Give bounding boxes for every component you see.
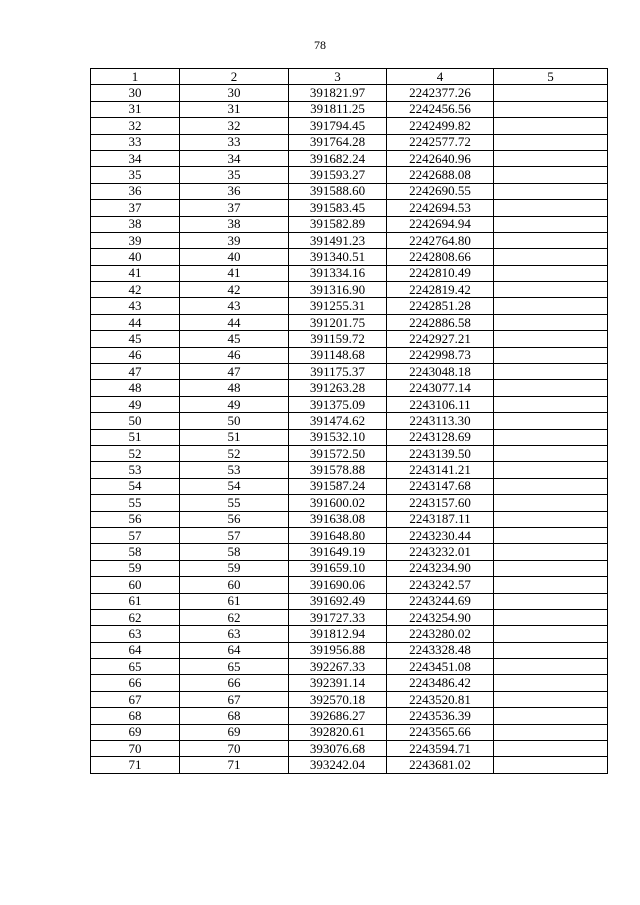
- y-coordinate-cell: 2243520.81: [387, 691, 494, 707]
- x-coordinate-cell: 392686.27: [289, 708, 387, 724]
- y-coordinate-cell: 2243565.66: [387, 724, 494, 740]
- note-cell: [494, 462, 608, 478]
- x-coordinate-cell: 391692.49: [289, 593, 387, 609]
- point-id-cell: 61: [180, 593, 289, 609]
- point-id-cell: 51: [180, 429, 289, 445]
- table-row: [91, 216, 608, 232]
- table-header: [91, 69, 608, 85]
- y-coordinate-cell: 2242690.55: [387, 183, 494, 199]
- point-number-cell: 52: [91, 445, 180, 461]
- note-cell: [494, 216, 608, 232]
- note-cell: [494, 478, 608, 494]
- note-cell: [494, 396, 608, 412]
- point-id-cell: 49: [180, 396, 289, 412]
- point-number-cell: 41: [91, 265, 180, 281]
- point-id-cell: 52: [180, 445, 289, 461]
- note-cell: [494, 167, 608, 183]
- note-cell: [494, 249, 608, 265]
- point-number-cell: 54: [91, 478, 180, 494]
- point-id-cell: 45: [180, 331, 289, 347]
- x-coordinate-cell: 391334.16: [289, 265, 387, 281]
- y-coordinate-cell: 2243536.39: [387, 708, 494, 724]
- x-coordinate-cell: 391532.10: [289, 429, 387, 445]
- table-row: [91, 659, 608, 675]
- y-coordinate-cell: 2243077.14: [387, 380, 494, 396]
- table-row: [91, 347, 608, 363]
- note-cell: [494, 626, 608, 642]
- x-coordinate-cell: 392820.61: [289, 724, 387, 740]
- x-coordinate-cell: 392267.33: [289, 659, 387, 675]
- point-number-cell: 69: [91, 724, 180, 740]
- y-coordinate-cell: 2243328.48: [387, 642, 494, 658]
- point-id-cell: 35: [180, 167, 289, 183]
- point-number-cell: 43: [91, 298, 180, 314]
- x-coordinate-cell: 391583.45: [289, 200, 387, 216]
- x-coordinate-cell: 393242.04: [289, 757, 387, 773]
- x-coordinate-cell: 391491.23: [289, 232, 387, 248]
- y-coordinate-cell: 2243594.71: [387, 741, 494, 757]
- x-coordinate-cell: 391811.25: [289, 101, 387, 117]
- y-coordinate-cell: 2243048.18: [387, 364, 494, 380]
- x-coordinate-cell: 391588.60: [289, 183, 387, 199]
- table-row: [91, 757, 608, 773]
- point-number-cell: 49: [91, 396, 180, 412]
- point-number-cell: 65: [91, 659, 180, 675]
- x-coordinate-cell: 391175.37: [289, 364, 387, 380]
- y-coordinate-cell: 2242851.28: [387, 298, 494, 314]
- x-coordinate-cell: 391578.88: [289, 462, 387, 478]
- y-coordinate-cell: 2242927.21: [387, 331, 494, 347]
- table-row: [91, 626, 608, 642]
- x-coordinate-cell: 391794.45: [289, 118, 387, 134]
- note-cell: [494, 118, 608, 134]
- y-coordinate-cell: 2242694.53: [387, 200, 494, 216]
- note-cell: [494, 691, 608, 707]
- y-coordinate-cell: 2243681.02: [387, 757, 494, 773]
- y-coordinate-cell: 2243113.30: [387, 413, 494, 429]
- point-number-cell: 61: [91, 593, 180, 609]
- point-id-cell: 56: [180, 511, 289, 527]
- point-id-cell: 40: [180, 249, 289, 265]
- point-id-cell: 59: [180, 560, 289, 576]
- point-number-cell: 66: [91, 675, 180, 691]
- table-row: [91, 527, 608, 543]
- y-coordinate-cell: 2242377.26: [387, 85, 494, 101]
- note-cell: [494, 314, 608, 330]
- note-cell: [494, 134, 608, 150]
- note-cell: [494, 511, 608, 527]
- y-coordinate-cell: 2242764.80: [387, 232, 494, 248]
- note-cell: [494, 445, 608, 461]
- table-row: [91, 741, 608, 757]
- note-cell: [494, 101, 608, 117]
- note-cell: [494, 429, 608, 445]
- point-number-cell: 44: [91, 314, 180, 330]
- y-coordinate-cell: 2242456.56: [387, 101, 494, 117]
- table-row: [91, 511, 608, 527]
- note-cell: [494, 183, 608, 199]
- table-row: [91, 429, 608, 445]
- table-header-row: [91, 69, 608, 85]
- point-id-cell: 30: [180, 85, 289, 101]
- x-coordinate-cell: 391648.80: [289, 527, 387, 543]
- point-id-cell: 62: [180, 609, 289, 625]
- y-coordinate-cell: 2243187.11: [387, 511, 494, 527]
- point-id-cell: 50: [180, 413, 289, 429]
- table-row: [91, 675, 608, 691]
- x-coordinate-cell: 391474.62: [289, 413, 387, 429]
- table-row: [91, 282, 608, 298]
- point-number-cell: 33: [91, 134, 180, 150]
- note-cell: [494, 757, 608, 773]
- point-id-cell: 57: [180, 527, 289, 543]
- point-id-cell: 41: [180, 265, 289, 281]
- table-row: [91, 167, 608, 183]
- table-row: [91, 708, 608, 724]
- x-coordinate-cell: 391340.51: [289, 249, 387, 265]
- note-cell: [494, 724, 608, 740]
- point-id-cell: 38: [180, 216, 289, 232]
- x-coordinate-cell: 393076.68: [289, 741, 387, 757]
- note-cell: [494, 560, 608, 576]
- point-number-cell: 39: [91, 232, 180, 248]
- point-number-cell: 30: [91, 85, 180, 101]
- point-number-cell: 71: [91, 757, 180, 773]
- column-header-5: 5: [494, 69, 608, 85]
- point-id-cell: 65: [180, 659, 289, 675]
- table-row: [91, 560, 608, 576]
- note-cell: [494, 527, 608, 543]
- y-coordinate-cell: 2242819.42: [387, 282, 494, 298]
- point-number-cell: 60: [91, 577, 180, 593]
- x-coordinate-cell: 391201.75: [289, 314, 387, 330]
- x-coordinate-cell: 391690.06: [289, 577, 387, 593]
- table-row: [91, 134, 608, 150]
- point-number-cell: 32: [91, 118, 180, 134]
- x-coordinate-cell: 391682.24: [289, 150, 387, 166]
- x-coordinate-cell: 391821.97: [289, 85, 387, 101]
- table-row: [91, 724, 608, 740]
- table-row: [91, 298, 608, 314]
- point-number-cell: 64: [91, 642, 180, 658]
- y-coordinate-cell: 2243141.21: [387, 462, 494, 478]
- note-cell: [494, 495, 608, 511]
- point-number-cell: 45: [91, 331, 180, 347]
- x-coordinate-cell: 391159.72: [289, 331, 387, 347]
- y-coordinate-cell: 2243106.11: [387, 396, 494, 412]
- y-coordinate-cell: 2243230.44: [387, 527, 494, 543]
- column-header-2: 2: [180, 69, 289, 85]
- point-number-cell: 55: [91, 495, 180, 511]
- x-coordinate-cell: 391649.19: [289, 544, 387, 560]
- point-number-cell: 47: [91, 364, 180, 380]
- y-coordinate-cell: 2243451.08: [387, 659, 494, 675]
- note-cell: [494, 85, 608, 101]
- point-number-cell: 46: [91, 347, 180, 363]
- page-number: 78: [314, 38, 326, 52]
- note-cell: [494, 331, 608, 347]
- x-coordinate-cell: 391659.10: [289, 560, 387, 576]
- point-id-cell: 64: [180, 642, 289, 658]
- point-id-cell: 68: [180, 708, 289, 724]
- y-coordinate-cell: 2242640.96: [387, 150, 494, 166]
- y-coordinate-cell: 2242688.08: [387, 167, 494, 183]
- point-id-cell: 36: [180, 183, 289, 199]
- y-coordinate-cell: 2242694.94: [387, 216, 494, 232]
- table-row: [91, 478, 608, 494]
- x-coordinate-cell: 391572.50: [289, 445, 387, 461]
- point-id-cell: 42: [180, 282, 289, 298]
- point-id-cell: 43: [180, 298, 289, 314]
- table-row: [91, 642, 608, 658]
- table-row: [91, 183, 608, 199]
- note-cell: [494, 282, 608, 298]
- point-number-cell: 57: [91, 527, 180, 543]
- table-row: [91, 462, 608, 478]
- x-coordinate-cell: 391727.33: [289, 609, 387, 625]
- point-id-cell: 63: [180, 626, 289, 642]
- note-cell: [494, 347, 608, 363]
- y-coordinate-cell: 2243254.90: [387, 609, 494, 625]
- point-number-cell: 68: [91, 708, 180, 724]
- point-id-cell: 44: [180, 314, 289, 330]
- y-coordinate-cell: 2243128.69: [387, 429, 494, 445]
- note-cell: [494, 609, 608, 625]
- note-cell: [494, 593, 608, 609]
- y-coordinate-cell: 2243139.50: [387, 445, 494, 461]
- table-row: [91, 691, 608, 707]
- point-id-cell: 33: [180, 134, 289, 150]
- point-number-cell: 51: [91, 429, 180, 445]
- point-number-cell: 62: [91, 609, 180, 625]
- point-id-cell: 39: [180, 232, 289, 248]
- x-coordinate-cell: 391593.27: [289, 167, 387, 183]
- point-number-cell: 70: [91, 741, 180, 757]
- note-cell: [494, 741, 608, 757]
- table-row: [91, 364, 608, 380]
- table-row: [91, 593, 608, 609]
- table-row: [91, 331, 608, 347]
- table-row: [91, 232, 608, 248]
- x-coordinate-cell: 391600.02: [289, 495, 387, 511]
- y-coordinate-cell: 2242998.73: [387, 347, 494, 363]
- table-row: [91, 249, 608, 265]
- y-coordinate-cell: 2243486.42: [387, 675, 494, 691]
- point-id-cell: 34: [180, 150, 289, 166]
- x-coordinate-cell: 391375.09: [289, 396, 387, 412]
- y-coordinate-cell: 2243232.01: [387, 544, 494, 560]
- point-number-cell: 48: [91, 380, 180, 396]
- x-coordinate-cell: 391638.08: [289, 511, 387, 527]
- point-id-cell: 53: [180, 462, 289, 478]
- x-coordinate-cell: 392391.14: [289, 675, 387, 691]
- table-row: [91, 380, 608, 396]
- point-id-cell: 31: [180, 101, 289, 117]
- table-row: [91, 118, 608, 134]
- point-id-cell: 70: [180, 741, 289, 757]
- x-coordinate-cell: 391316.90: [289, 282, 387, 298]
- y-coordinate-cell: 2243242.57: [387, 577, 494, 593]
- x-coordinate-cell: 391148.68: [289, 347, 387, 363]
- y-coordinate-cell: 2242577.72: [387, 134, 494, 150]
- point-number-cell: 40: [91, 249, 180, 265]
- table-row: [91, 396, 608, 412]
- y-coordinate-cell: 2243157.60: [387, 495, 494, 511]
- point-number-cell: 38: [91, 216, 180, 232]
- note-cell: [494, 298, 608, 314]
- y-coordinate-cell: 2243280.02: [387, 626, 494, 642]
- note-cell: [494, 364, 608, 380]
- table-row: [91, 495, 608, 511]
- x-coordinate-cell: 391764.28: [289, 134, 387, 150]
- note-cell: [494, 413, 608, 429]
- column-header-1: 1: [91, 69, 180, 85]
- table-row: [91, 413, 608, 429]
- column-header-4: 4: [387, 69, 494, 85]
- y-coordinate-cell: 2243147.68: [387, 478, 494, 494]
- point-id-cell: 66: [180, 675, 289, 691]
- note-cell: [494, 265, 608, 281]
- y-coordinate-cell: 2242499.82: [387, 118, 494, 134]
- coordinates-table: [90, 68, 608, 774]
- point-number-cell: 31: [91, 101, 180, 117]
- point-number-cell: 34: [91, 150, 180, 166]
- point-number-cell: 36: [91, 183, 180, 199]
- point-id-cell: 55: [180, 495, 289, 511]
- x-coordinate-cell: 391587.24: [289, 478, 387, 494]
- x-coordinate-cell: 392570.18: [289, 691, 387, 707]
- table-row: [91, 609, 608, 625]
- point-id-cell: 58: [180, 544, 289, 560]
- note-cell: [494, 380, 608, 396]
- y-coordinate-cell: 2242886.58: [387, 314, 494, 330]
- point-id-cell: 67: [180, 691, 289, 707]
- column-header-3: 3: [289, 69, 387, 85]
- table-row: [91, 445, 608, 461]
- point-number-cell: 37: [91, 200, 180, 216]
- y-coordinate-cell: 2242808.66: [387, 249, 494, 265]
- point-id-cell: 69: [180, 724, 289, 740]
- table-row: [91, 200, 608, 216]
- note-cell: [494, 675, 608, 691]
- table-row: [91, 544, 608, 560]
- point-id-cell: 32: [180, 118, 289, 134]
- point-id-cell: 54: [180, 478, 289, 494]
- table-row: [91, 314, 608, 330]
- point-number-cell: 67: [91, 691, 180, 707]
- y-coordinate-cell: 2243244.69: [387, 593, 494, 609]
- table-row: [91, 85, 608, 101]
- point-id-cell: 60: [180, 577, 289, 593]
- point-id-cell: 37: [180, 200, 289, 216]
- x-coordinate-cell: 391263.28: [289, 380, 387, 396]
- note-cell: [494, 544, 608, 560]
- point-number-cell: 35: [91, 167, 180, 183]
- x-coordinate-cell: 391255.31: [289, 298, 387, 314]
- y-coordinate-cell: 2242810.49: [387, 265, 494, 281]
- point-number-cell: 56: [91, 511, 180, 527]
- x-coordinate-cell: 391582.89: [289, 216, 387, 232]
- note-cell: [494, 642, 608, 658]
- y-coordinate-cell: 2243234.90: [387, 560, 494, 576]
- table-body: [91, 85, 608, 773]
- table-row: [91, 150, 608, 166]
- point-id-cell: 46: [180, 347, 289, 363]
- note-cell: [494, 232, 608, 248]
- note-cell: [494, 200, 608, 216]
- point-number-cell: 42: [91, 282, 180, 298]
- note-cell: [494, 708, 608, 724]
- point-id-cell: 71: [180, 757, 289, 773]
- point-id-cell: 48: [180, 380, 289, 396]
- point-id-cell: 47: [180, 364, 289, 380]
- note-cell: [494, 577, 608, 593]
- table-row: [91, 265, 608, 281]
- table-row: [91, 577, 608, 593]
- note-cell: [494, 150, 608, 166]
- point-number-cell: 50: [91, 413, 180, 429]
- table-row: [91, 101, 608, 117]
- point-number-cell: 53: [91, 462, 180, 478]
- point-number-cell: 58: [91, 544, 180, 560]
- note-cell: [494, 659, 608, 675]
- x-coordinate-cell: 391812.94: [289, 626, 387, 642]
- point-number-cell: 63: [91, 626, 180, 642]
- point-number-cell: 59: [91, 560, 180, 576]
- x-coordinate-cell: 391956.88: [289, 642, 387, 658]
